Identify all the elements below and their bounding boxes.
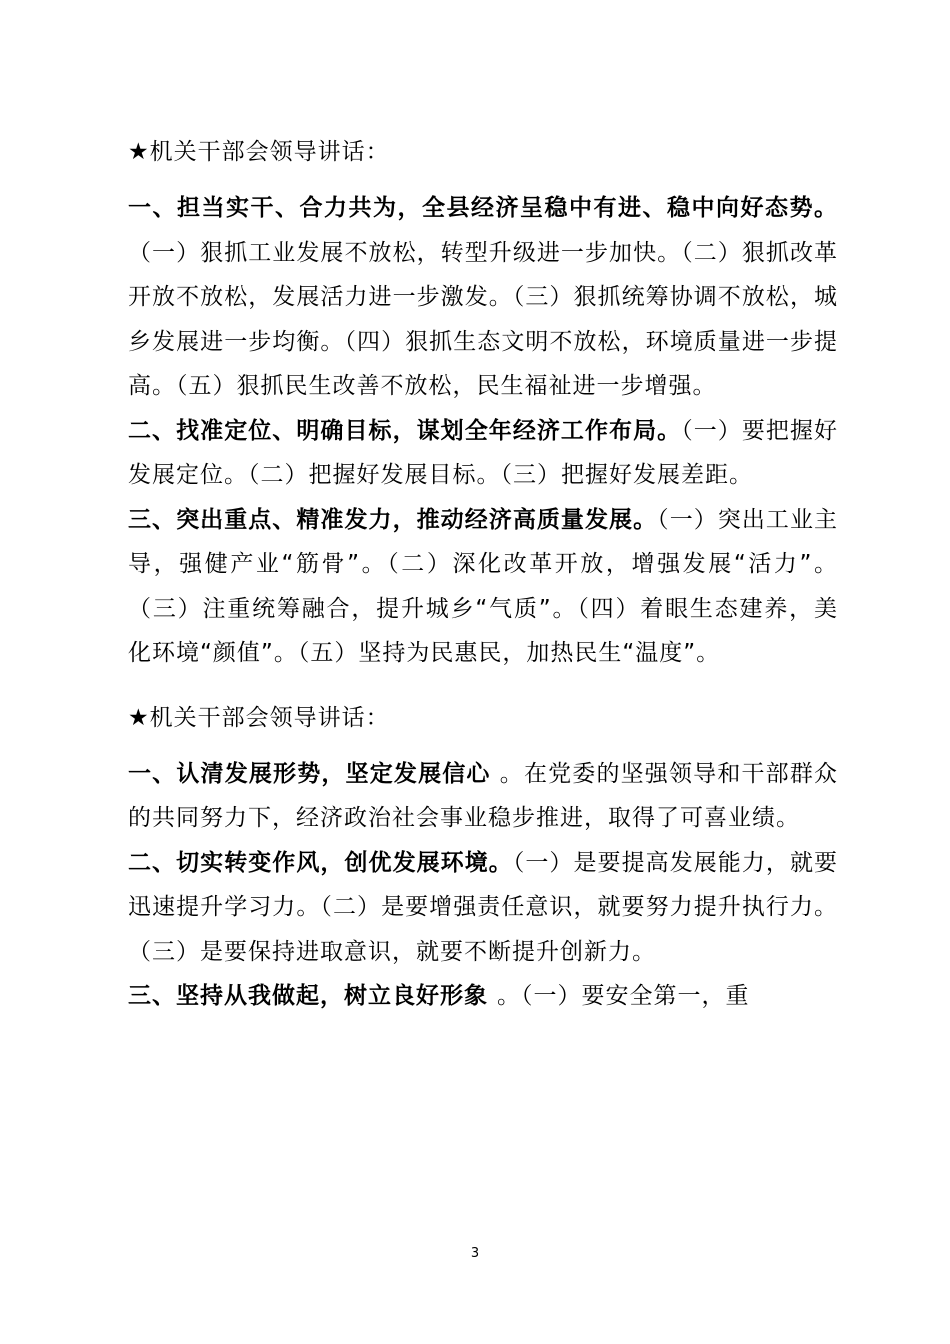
section-heading: ★机关干部会领导讲话： [128, 139, 390, 165]
speech-section-2 [128, 696, 838, 1019]
speech-item [128, 498, 838, 676]
speech-item [128, 409, 838, 498]
speech-item [128, 752, 838, 841]
item-body: 。（一）要安全第一，重 [497, 983, 750, 1009]
item-body: （一）要把握好发展定位。（二）把握好发展目标。（三）把握好发展差距。 [128, 417, 839, 488]
speech-item [128, 841, 838, 975]
item-body: 。在党委的坚强领导和干部群众的共同努力下，经济政治社会事业稳步推进，取得了可喜业绩。 [128, 760, 838, 831]
item-lead: 三、坚持从我做起，树立良好形象 [128, 983, 498, 1009]
section-heading: ★机关干部会领导讲话： [128, 704, 390, 731]
speech-item [128, 974, 838, 1019]
item-body: （一）突出工业主导，强健产业“筋骨”。（二）深化改革开放，增强发展“活力”。（三）注重统筹融合，提升城乡“气质”。（四）着眼生态建养，美化环境“颜值”。（五）坚持为民惠民，加热民生“温度”。 [128, 506, 839, 666]
item-body: （一）是要提高发展能力，就要迅速提升学习力。（二）是要增强责任意识，就要努力提升执行力。（三）是要保持进取意识，就要不断提升创新力。 [128, 849, 839, 965]
page-number: 3 [470, 1246, 480, 1261]
item-lead: 二、切实转变作风，创优发展环境。 [128, 849, 513, 876]
item-body: （一）狠抓工业发展不放松，转型升级进一步加快。（二）狠抓改革开放不放松，发展活力进一步激发。（三）狠抓统筹协调不放松，城乡发展进一步均衡。（四）狠抓生态文明不放松，环境质量进一步提高。（五）狠抓民生改善不放松，民生福祉进一步增强。 [128, 239, 838, 399]
item-lead: 三、突出重点、精准发力，推动经济高质量发展。 [128, 506, 658, 533]
item-lead: 一、担当实干、合力共为，全县经济呈稳中有进、稳中向好态势。 [128, 195, 838, 221]
speech-item [128, 186, 838, 409]
item-lead: 二、找准定位、明确目标，谋划全年经济工作布局。 [128, 417, 682, 444]
speech-section-1 [128, 130, 838, 676]
document-content [128, 130, 838, 1039]
item-lead: 一、认清发展形势，坚定发展信心 [128, 760, 500, 787]
